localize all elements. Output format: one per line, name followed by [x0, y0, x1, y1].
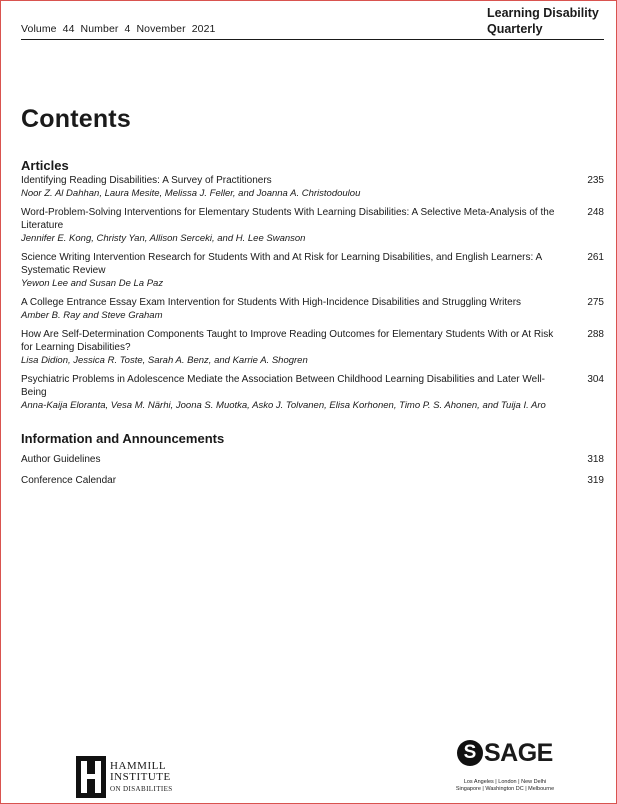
article-title[interactable]: Word-Problem-Solving Interventions for Elementary Students With Learning Disabilities: A Selective Meta-Analysis of the Literature: [21, 207, 555, 231]
article-authors: Jennifer E. Kong, Christy Yan, Allison Serceki, and H. Lee Swanson: [21, 233, 306, 244]
info-entry[interactable]: [21, 453, 604, 474]
sage-cities: [449, 779, 561, 793]
article-entry[interactable]: [21, 296, 604, 322]
info-title[interactable]: Author Guidelines: [21, 454, 101, 465]
sage-logo: [457, 739, 577, 799]
article-page-number: 275: [587, 297, 604, 308]
article-authors: Amber B. Ray and Steve Graham: [21, 310, 163, 321]
sage-wordmark: [457, 739, 553, 767]
article-page-number: 288: [587, 329, 604, 340]
articles-list: [21, 174, 604, 418]
info-page-number: 319: [587, 475, 604, 486]
article-title[interactable]: Identifying Reading Disabilities: A Survey of Practitioners: [21, 175, 272, 186]
article-authors: Lisa Didion, Jessica R. Toste, Sarah A. Benz, and Karrie A. Shogren: [21, 355, 308, 366]
hammill-line1: HAMMILL: [110, 760, 167, 772]
hammill-line2: INSTITUTE: [110, 771, 171, 783]
issue-info: Volume 44 Number 4 November 2021: [21, 23, 216, 35]
article-authors: Anna-Kaija Eloranta, Vesa M. Närhi, Joona S. Muotka, Asko J. Tolvanen, Elisa Korhonen, Timo P. S. Ahonen, and Tuija I. Aro: [21, 400, 546, 411]
article-entry[interactable]: [21, 174, 604, 200]
article-entry[interactable]: [21, 206, 604, 245]
article-title[interactable]: How Are Self-Determination Components Taught to Improve Reading Outcomes for Elementary Students With or At Risk for Learning Disabilities?: [21, 329, 554, 353]
articles-heading: Articles: [21, 158, 69, 173]
article-title[interactable]: A College Entrance Essay Exam Intervention for Students With High-Incidence Disabilities and Struggling Writers: [21, 297, 522, 308]
article-page-number: 304: [587, 374, 604, 385]
sage-cities-line2: Singapore | Washington DC | Melbourne: [455, 786, 555, 792]
hammill-monogram-icon: [76, 756, 106, 798]
article-page-number: 248: [587, 207, 604, 218]
info-list: [21, 453, 604, 495]
article-title[interactable]: Psychiatric Problems in Adolescence Mediate the Association Between Childhood Learning Disabilities and Later Well-Being: [21, 374, 545, 398]
hammill-institute-logo: [76, 756, 196, 800]
article-authors: Noor Z. Al Dahhan, Laura Mesite, Melissa J. Feller, and Joanna A. Christodoulou: [21, 188, 361, 199]
header-divider: [21, 39, 604, 40]
journal-title: [487, 5, 599, 37]
article-page-number: 261: [587, 252, 604, 263]
hammill-line3: ON DISABILITIES: [110, 785, 173, 793]
info-entry[interactable]: [21, 474, 604, 495]
sage-cities-line1: Los Angeles | London | New Delhi: [463, 779, 547, 785]
article-title[interactable]: Science Writing Intervention Research for Students With and At Risk for Learning Disabilities, and English Learners: A Systematic Review: [21, 252, 542, 276]
journal-title-line2: Quarterly: [487, 22, 543, 36]
info-page-number: 318: [587, 454, 604, 465]
journal-title-line1: Learning Disability: [487, 6, 599, 20]
hammill-wordmark: [110, 761, 173, 795]
article-entry[interactable]: [21, 328, 604, 367]
article-entry[interactable]: [21, 251, 604, 290]
info-title[interactable]: Conference Calendar: [21, 475, 117, 486]
page-title: Contents: [21, 105, 131, 133]
sage-s-icon: S: [457, 740, 483, 766]
article-authors: Yewon Lee and Susan De La Paz: [21, 278, 164, 289]
info-announcements-heading: Information and Announcements: [21, 431, 225, 446]
article-page-number: 235: [587, 175, 604, 186]
sage-word: SAGE: [484, 739, 553, 767]
article-entry[interactable]: [21, 373, 604, 412]
